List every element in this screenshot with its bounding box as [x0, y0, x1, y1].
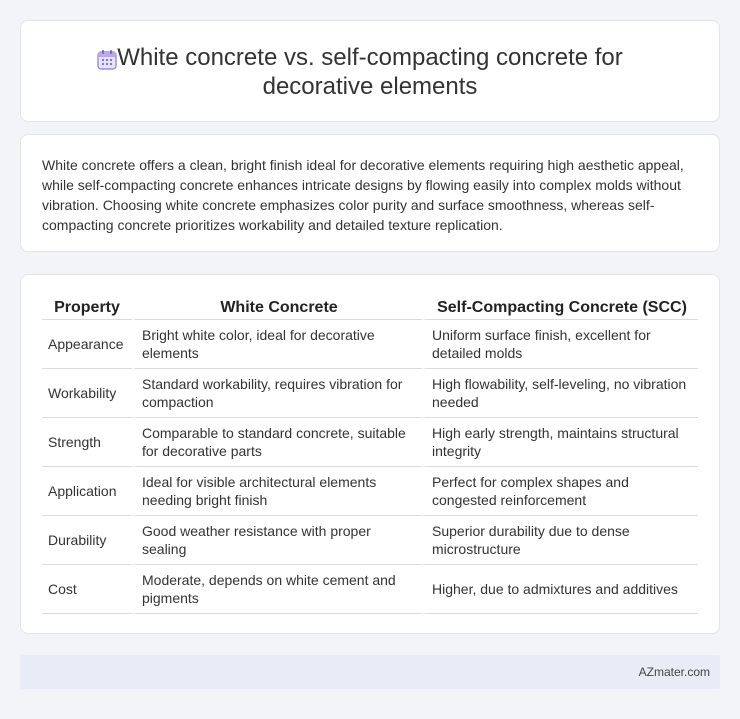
summary-text: White concrete offers a clean, bright finish ideal for decorative elements requiring high aesthetic appeal, while self-compacting concrete enhances intricate designs by flowing easily into complex molds without vibration. Choosing white concrete emphasizes color purity and surface smoothness, whereas self-compacting concrete prioritizes workability and detailed texture replication. — [42, 157, 684, 233]
table-row — [42, 320, 698, 369]
row-white-concrete: Good weather resistance with proper sealing — [132, 516, 422, 565]
header-white-concrete: White Concrete — [132, 296, 422, 320]
footer — [20, 655, 720, 689]
row-property: Strength — [42, 418, 132, 467]
header-scc: Self-Compacting Concrete (SCC) — [422, 296, 698, 320]
comparison-card — [20, 274, 720, 634]
row-scc: High flowability, self-leveling, no vibration needed — [422, 369, 698, 418]
row-scc: Perfect for complex shapes and congested reinforcement — [422, 467, 698, 516]
row-property: Durability — [42, 516, 132, 565]
page-title: White concrete vs. self-compacting concrete for decorative elements — [117, 44, 623, 100]
row-scc: Higher, due to admixtures and additives — [422, 565, 698, 614]
row-scc: Superior durability due to dense microstructure — [422, 516, 698, 565]
row-scc: Uniform surface finish, excellent for detailed molds — [422, 320, 698, 369]
row-white-concrete: Moderate, depends on white cement and pigments — [132, 565, 422, 614]
comparison-table — [42, 296, 698, 614]
header-property: Property — [42, 296, 132, 320]
row-property: Cost — [42, 565, 132, 614]
summary-card — [20, 134, 720, 252]
table-row — [42, 565, 698, 614]
footer-brand: AZmater.com — [638, 665, 710, 679]
row-white-concrete: Comparable to standard concrete, suitable for decorative parts — [132, 418, 422, 467]
title-card — [20, 20, 720, 122]
row-white-concrete: Bright white color, ideal for decorative elements — [132, 320, 422, 369]
table-row — [42, 516, 698, 565]
table-row — [42, 418, 698, 467]
row-property: Application — [42, 467, 132, 516]
row-property: Workability — [42, 369, 132, 418]
row-white-concrete: Ideal for visible architectural elements needing bright finish — [132, 467, 422, 516]
table-row — [42, 369, 698, 418]
row-scc: High early strength, maintains structural integrity — [422, 418, 698, 467]
row-property: Appearance — [42, 320, 132, 369]
row-white-concrete: Standard workability, requires vibration for compaction — [132, 369, 422, 418]
table-header-row — [42, 296, 698, 320]
table-row — [42, 467, 698, 516]
